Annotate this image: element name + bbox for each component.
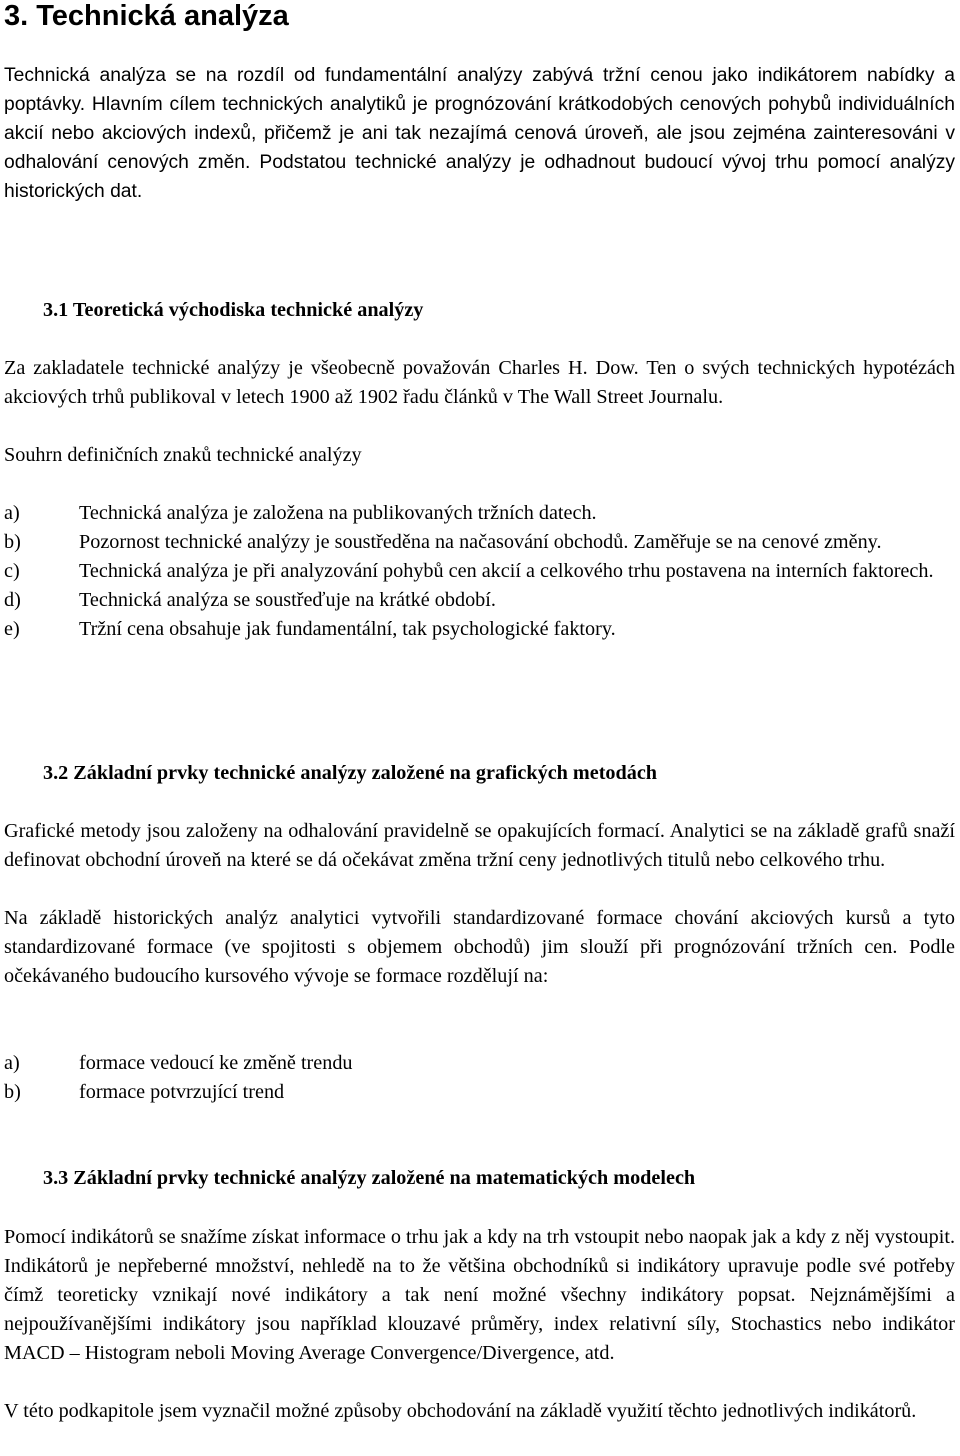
formation-list <box>4 1049 955 1107</box>
list-item <box>4 586 955 615</box>
list-item-text: formace vedoucí ke změně trendu <box>79 1052 353 1074</box>
list-item-text: Technická analýza je založena na publikovaných tržních datech. <box>79 502 597 524</box>
list-marker: c) <box>4 560 20 582</box>
list-item-text: Pozornost technické analýzy je soustředěna na načasování obchodů. Zaměřuje se na cenové změny. <box>79 531 882 553</box>
list-item-text: Tržní cena obsahuje jak fundamentální, tak psychologické faktory. <box>79 618 616 640</box>
list-marker: b) <box>4 1081 21 1103</box>
list-item <box>4 499 955 528</box>
chapter-title: 3. Technická analýza <box>4 0 289 32</box>
section-3-2-paragraph-2: Na základě historických analýz analytici vytvořili standardizované formace chování akciových kursů a tyto standardizované formace (ve spojitosti s objemem obchodů) jim slouží při prognózování tržních cen. Podle očekávaného budoucího kursového vývoje se formace rozdělují na: <box>4 907 955 987</box>
list-item-text: Technická analýza je při analyzování pohybů cen akcií a celkového trhu postavena na interních faktorech. <box>79 560 934 582</box>
section-3-3-paragraph-2: V této podkapitole jsem vyznačil možné způsoby obchodování na základě využití těchto jednotlivých indikátorů. <box>4 1400 917 1422</box>
section-3-2-paragraph-1: Grafické metody jsou založeny na odhalování pravidelně se opakujících formací. Analytici se na základě grafů snaží definovat obchodní úroveň na které se dá očekávat změna tržní ceny jednotlivých titulů nebo celkového trhu. <box>4 820 955 871</box>
list-marker: b) <box>4 531 21 553</box>
section-3-1-paragraph: Za zakladatele technické analýzy je všeobecně považován Charles H. Dow. Ten o svých technických hypotézách akciových trhů publikoval v letech 1900 až 1902 řadu článků v The Wall Street Journalu. <box>4 357 955 408</box>
list-item <box>4 1078 955 1107</box>
section-3-2-heading: 3.2 Základní prvky technické analýzy založené na grafických metodách <box>43 762 658 784</box>
list-item <box>4 615 955 644</box>
list-item-text: Technická analýza se soustřeďuje na krátké období. <box>79 589 496 611</box>
list-item <box>4 557 955 586</box>
section-3-3-paragraph-1: Pomocí indikátorů se snažíme získat informace o trhu jak a kdy na trh vstoupit nebo naopak jak a kdy z něj vystoupit. Indikátorů je nepřeberné množství, nehledě na to že většina obchodníků si indikátory upravuje podle své potřeby čímž teoreticky vznikají nové indikátory a tak není možné všechny indikátory popsat. Nejznámějšími a nejpoužívanějšími indikátory jsou například klouzavé průměry, index relativní síly, Stochastics nebo indikátor MACD – Histogram neboli Moving Average Convergence/Divergence, atd. <box>4 1226 955 1364</box>
section-3-1-heading: 3.1 Teoretická východiska technické analýzy <box>43 299 424 321</box>
section-3-3-heading: 3.3 Základní prvky technické analýzy založené na matematických modelech <box>43 1167 696 1189</box>
definition-list-heading: Souhrn definičních znaků technické analýzy <box>4 444 362 466</box>
list-marker: d) <box>4 589 21 611</box>
list-item <box>4 528 955 557</box>
definition-list <box>4 499 955 644</box>
list-item <box>4 1049 955 1078</box>
list-marker: a) <box>4 502 20 524</box>
list-marker: e) <box>4 618 20 640</box>
intro-paragraph: Technická analýza se na rozdíl od fundamentální analýzy zabývá tržní cenou jako indikátorem nabídky a poptávky. Hlavním cílem technických analytiků je prognózování krátkodobých cenových pohybů individuálních akcií nebo akciových indexů, přičemž je ani tak nezajímá cenová úroveň, ale jsou zejména zainteresováni v odhalování cenových změn. Podstatou technické analýzy je odhadnout budoucí vývoj trhu pomocí analýzy historických dat. <box>4 65 955 202</box>
list-item-text: formace potvrzující trend <box>79 1081 285 1103</box>
list-marker: a) <box>4 1052 20 1074</box>
